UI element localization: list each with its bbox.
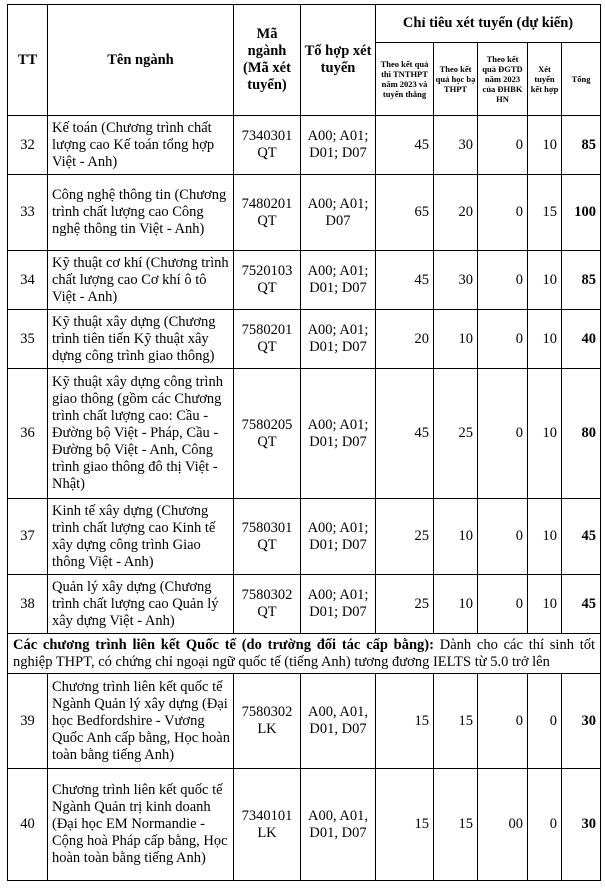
header-combo: Tổ hợp xét tuyển <box>301 5 376 116</box>
row-quota-thpt: 65 <box>376 175 434 251</box>
row-name: Công nghệ thông tin (Chương trình chất lượng cao Công nghệ thông tin Việt - Anh) <box>48 175 234 251</box>
row-quota-total: 45 <box>562 499 601 575</box>
row-quota-thpt: 25 <box>376 499 434 575</box>
row-quota-hocba: 10 <box>434 499 478 575</box>
row-quota-thpt: 45 <box>376 369 434 499</box>
row-combo: A00; A01; D01; D07 <box>301 310 376 369</box>
row-quota-total: 40 <box>562 310 601 369</box>
row-combo: A00, A01, D01, D07 <box>301 769 376 881</box>
row-combo: A00, A01, D01, D07 <box>301 674 376 769</box>
group-title: Các chương trình liên kết Quốc tế (do trường đối tác cấp bằng): <box>13 636 434 653</box>
row-name: Kinh tế xây dựng (Chương trình chất lượng cao Kinh tế xây dựng công trình Giao thông Việt - Anh) <box>48 499 234 575</box>
row-quota-hocba: 15 <box>434 769 478 881</box>
row-code: 7340301 QT <box>234 116 301 175</box>
table-row <box>8 499 601 575</box>
row-combo: A00; A01; D01; D07 <box>301 251 376 310</box>
row-code: 7580301 QT <box>234 499 301 575</box>
row-quota-thpt: 45 <box>376 116 434 175</box>
table-row <box>8 175 601 251</box>
row-name: Kỹ thuật xây dựng công trình giao thông (gồm các Chương trình chất lượng cao: Cầu - Đường bộ Việt - Pháp, Cầu - Đường bộ Việt - Anh, Công trình giao thông đô thị Việt - Nhật) <box>48 369 234 499</box>
row-quota-dgtd: 0 <box>478 251 528 310</box>
row-quota-dgtd: 0 <box>478 175 528 251</box>
row-quota-dgtd: 0 <box>478 674 528 769</box>
row-quota-hocba: 25 <box>434 369 478 499</box>
row-name: Chương trình liên kết quốc tế Ngành Quản lý xây dựng (Đại học Bedfordshire - Vương Quốc Anh cấp bằng, Học hoàn toàn bằng tiếng Anh) <box>48 674 234 769</box>
header-name: Tên ngành <box>48 5 234 116</box>
row-tt: 40 <box>8 769 48 881</box>
row-quota-thpt: 45 <box>376 251 434 310</box>
row-name: Chương trình liên kết quốc tế Ngành Quản trị kinh doanh (Đại học EM Normandie - Cộng hoà Pháp cấp bằng, Học hoàn toàn bằng tiếng Anh) <box>48 769 234 881</box>
table-row <box>8 769 601 881</box>
row-quota-kethop: 10 <box>528 369 562 499</box>
row-tt: 35 <box>8 310 48 369</box>
row-combo: A00; A01; D01; D07 <box>301 499 376 575</box>
row-name: Quản lý xây dựng (Chương trình chất lượng cao Quản lý xây dựng Việt - Anh) <box>48 575 234 634</box>
row-quota-kethop: 10 <box>528 310 562 369</box>
header-sub-thpt: Theo kết quả thi TNTHPT năm 2023 và tuyển thẳng <box>376 43 434 116</box>
table-row <box>8 369 601 499</box>
row-tt: 36 <box>8 369 48 499</box>
row-quota-hocba: 10 <box>434 310 478 369</box>
row-quota-total: 100 <box>562 175 601 251</box>
row-quota-dgtd: 00 <box>478 769 528 881</box>
row-quota-kethop: 10 <box>528 499 562 575</box>
header-quota: Chỉ tiêu xét tuyển (dự kiến) <box>376 5 601 43</box>
row-quota-thpt: 15 <box>376 769 434 881</box>
row-name: Kỹ thuật xây dựng (Chương trình tiên tiến Kỹ thuật xây dựng công trình giao thông) <box>48 310 234 369</box>
row-quota-kethop: 15 <box>528 175 562 251</box>
row-combo: A00; A01; D07 <box>301 175 376 251</box>
row-quota-thpt: 15 <box>376 674 434 769</box>
header-tt: TT <box>8 5 48 116</box>
table-row <box>8 310 601 369</box>
row-code: 7580205 QT <box>234 369 301 499</box>
row-combo: A00; A01; D01; D07 <box>301 116 376 175</box>
row-quota-total: 85 <box>562 251 601 310</box>
row-code: 7580302 QT <box>234 575 301 634</box>
table-row <box>8 674 601 769</box>
row-quota-dgtd: 0 <box>478 369 528 499</box>
table-row <box>8 251 601 310</box>
row-tt: 38 <box>8 575 48 634</box>
header-sub-hocba: Theo kết quả học bạ THPT <box>434 43 478 116</box>
row-quota-hocba: 30 <box>434 116 478 175</box>
row-quota-kethop: 0 <box>528 769 562 881</box>
header-code: Mã ngành (Mã xét tuyển) <box>234 5 301 116</box>
row-name: Kỹ thuật cơ khí (Chương trình chất lượng cao Cơ khí ô tô Việt - Anh) <box>48 251 234 310</box>
header-sub-dgtd: Theo kết quả ĐGTD năm 2023 của ĐHBK HN <box>478 43 528 116</box>
row-quota-hocba: 30 <box>434 251 478 310</box>
row-quota-total: 45 <box>562 575 601 634</box>
row-tt: 33 <box>8 175 48 251</box>
header-sub-kethop: Xét tuyển kết hợp <box>528 43 562 116</box>
table-header <box>8 5 601 116</box>
row-quota-thpt: 20 <box>376 310 434 369</box>
row-quota-hocba: 10 <box>434 575 478 634</box>
row-combo: A00; A01; D01; D07 <box>301 369 376 499</box>
row-quota-kethop: 10 <box>528 575 562 634</box>
row-quota-dgtd: 0 <box>478 575 528 634</box>
table-row <box>8 116 601 175</box>
row-quota-dgtd: 0 <box>478 499 528 575</box>
row-tt: 32 <box>8 116 48 175</box>
row-quota-thpt: 25 <box>376 575 434 634</box>
row-code: 7520103 QT <box>234 251 301 310</box>
row-code: 7480201 QT <box>234 175 301 251</box>
row-quota-hocba: 20 <box>434 175 478 251</box>
row-quota-kethop: 10 <box>528 251 562 310</box>
group-text: Dành cho các thí sinh tốt nghiệp THPT, có chứng chỉ ngoại ngữ quốc tế (tiếng Anh) tương đương IELTS từ 5.0 trở lên <box>13 636 596 670</box>
admission-quota-table <box>7 4 601 881</box>
row-combo: A00; A01; D01; D07 <box>301 575 376 634</box>
row-quota-kethop: 10 <box>528 116 562 175</box>
row-code: 7340101 LK <box>234 769 301 881</box>
row-quota-total: 30 <box>562 769 601 881</box>
group-row <box>8 634 601 674</box>
row-quota-dgtd: 0 <box>478 116 528 175</box>
row-quota-total: 85 <box>562 116 601 175</box>
row-code: 7580302 LK <box>234 674 301 769</box>
group-note <box>8 634 601 674</box>
row-quota-kethop: 0 <box>528 674 562 769</box>
table-row <box>8 575 601 634</box>
row-quota-total: 30 <box>562 674 601 769</box>
header-sub-total: Tổng <box>562 43 601 116</box>
row-tt: 39 <box>8 674 48 769</box>
row-name: Kế toán (Chương trình chất lượng cao Kế toán tổng hợp Việt - Anh) <box>48 116 234 175</box>
row-quota-total: 80 <box>562 369 601 499</box>
row-code: 7580201 QT <box>234 310 301 369</box>
row-tt: 34 <box>8 251 48 310</box>
row-quota-hocba: 15 <box>434 674 478 769</box>
row-tt: 37 <box>8 499 48 575</box>
row-quota-dgtd: 0 <box>478 310 528 369</box>
